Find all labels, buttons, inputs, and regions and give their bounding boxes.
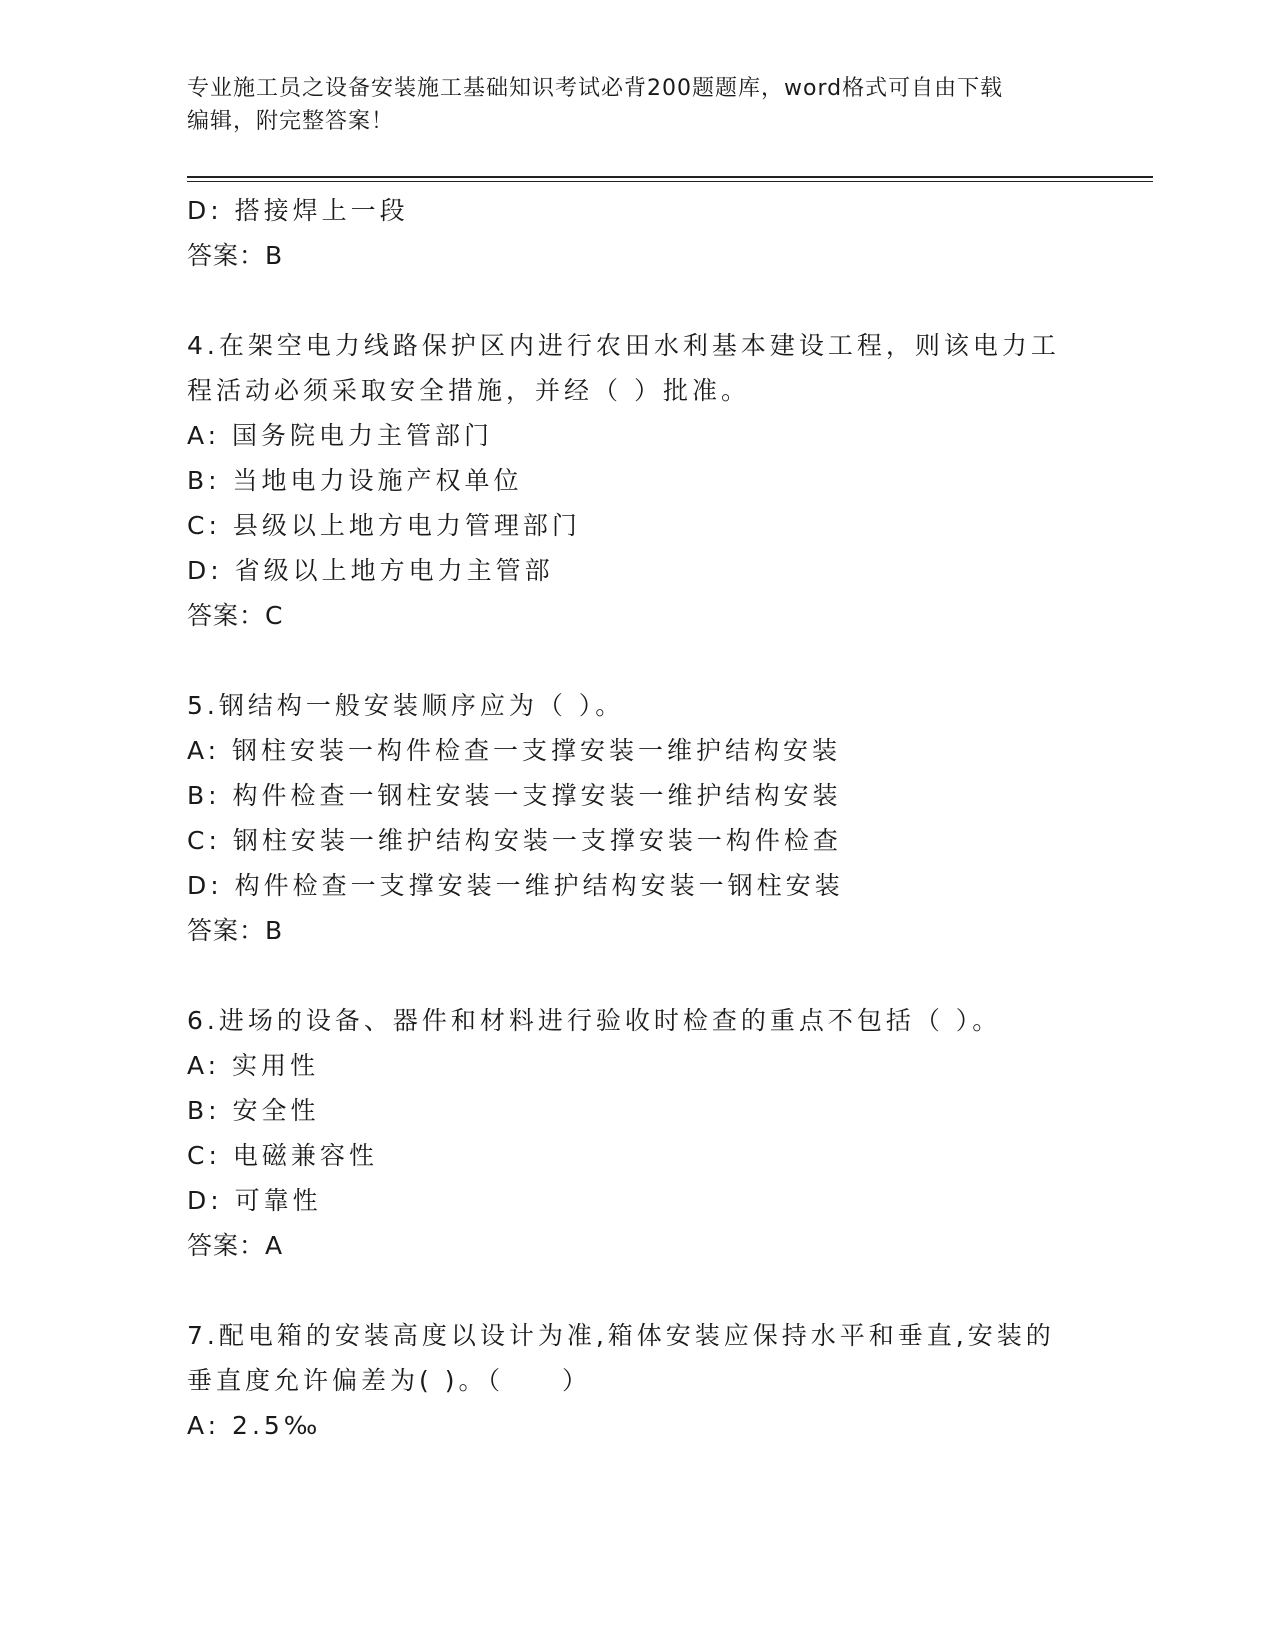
option-a: A: 2.5‰: [187, 1411, 322, 1440]
header-title-line-2: 编辑，附完整答案！: [187, 109, 395, 134]
option-b: B: 构件检查一钢柱安装一支撑安装一维护结构安装: [187, 781, 842, 810]
question-stem-line-2: 程活动必须采取安全措施，并经（ ）批准。: [187, 376, 750, 405]
option-b: B: 当地电力设施产权单位: [187, 466, 523, 495]
option-a: A: 国务院电力主管部门: [187, 421, 494, 450]
question-stem-line-1: 5.钢结构一般安装顺序应为（ ）。: [187, 691, 625, 720]
question-stem-line-1: 4.在架空电力线路保护区内进行农田水利基本建设工程，则该电力工: [187, 331, 1060, 360]
prev-answer: 答案：B: [187, 241, 284, 270]
header-divider-thin: [187, 181, 1153, 182]
option-c: C: 钢柱安装一维护结构安装一支撑安装一构件检查: [187, 826, 842, 855]
option-c: C: 县级以上地方电力管理部门: [187, 511, 581, 540]
prev-option-d: D: 搭接焊上一段: [187, 196, 409, 225]
answer: 答案：C: [187, 601, 284, 630]
document-body: [187, 188, 1067, 1448]
header-divider-thick: [187, 176, 1153, 178]
header-title-line-1: 专业施工员之设备安装施工基础知识考试必背200题题库，word格式可自由下载: [187, 76, 1004, 101]
option-b: B: 安全性: [187, 1096, 320, 1125]
document-header: [187, 72, 1067, 138]
option-c: C: 电磁兼容性: [187, 1141, 378, 1170]
question-stem-line-2: 垂直度允许偏差为( )。（ ）: [187, 1366, 591, 1395]
question-4: [187, 323, 1067, 638]
answer: 答案：A: [187, 1231, 284, 1260]
option-a: A: 钢柱安装一构件检查一支撑安装一维护结构安装: [187, 736, 842, 765]
question-6: [187, 998, 1067, 1268]
question-stem-line-1: 6.进场的设备、器件和材料进行验收时检查的重点不包括（ ）。: [187, 1006, 1002, 1035]
question-stem-line-1: 7.配电箱的安装高度以设计为准,箱体安装应保持水平和垂直,安装的: [187, 1321, 1055, 1350]
answer: 答案：B: [187, 916, 284, 945]
option-d: D: 省级以上地方电力主管部: [187, 556, 554, 585]
option-a: A: 实用性: [187, 1051, 320, 1080]
option-d: D: 可靠性: [187, 1186, 322, 1215]
option-d: D: 构件检查一支撑安装一维护结构安装一钢柱安装: [187, 871, 844, 900]
question-7: [187, 1313, 1067, 1448]
question-5: [187, 683, 1067, 953]
